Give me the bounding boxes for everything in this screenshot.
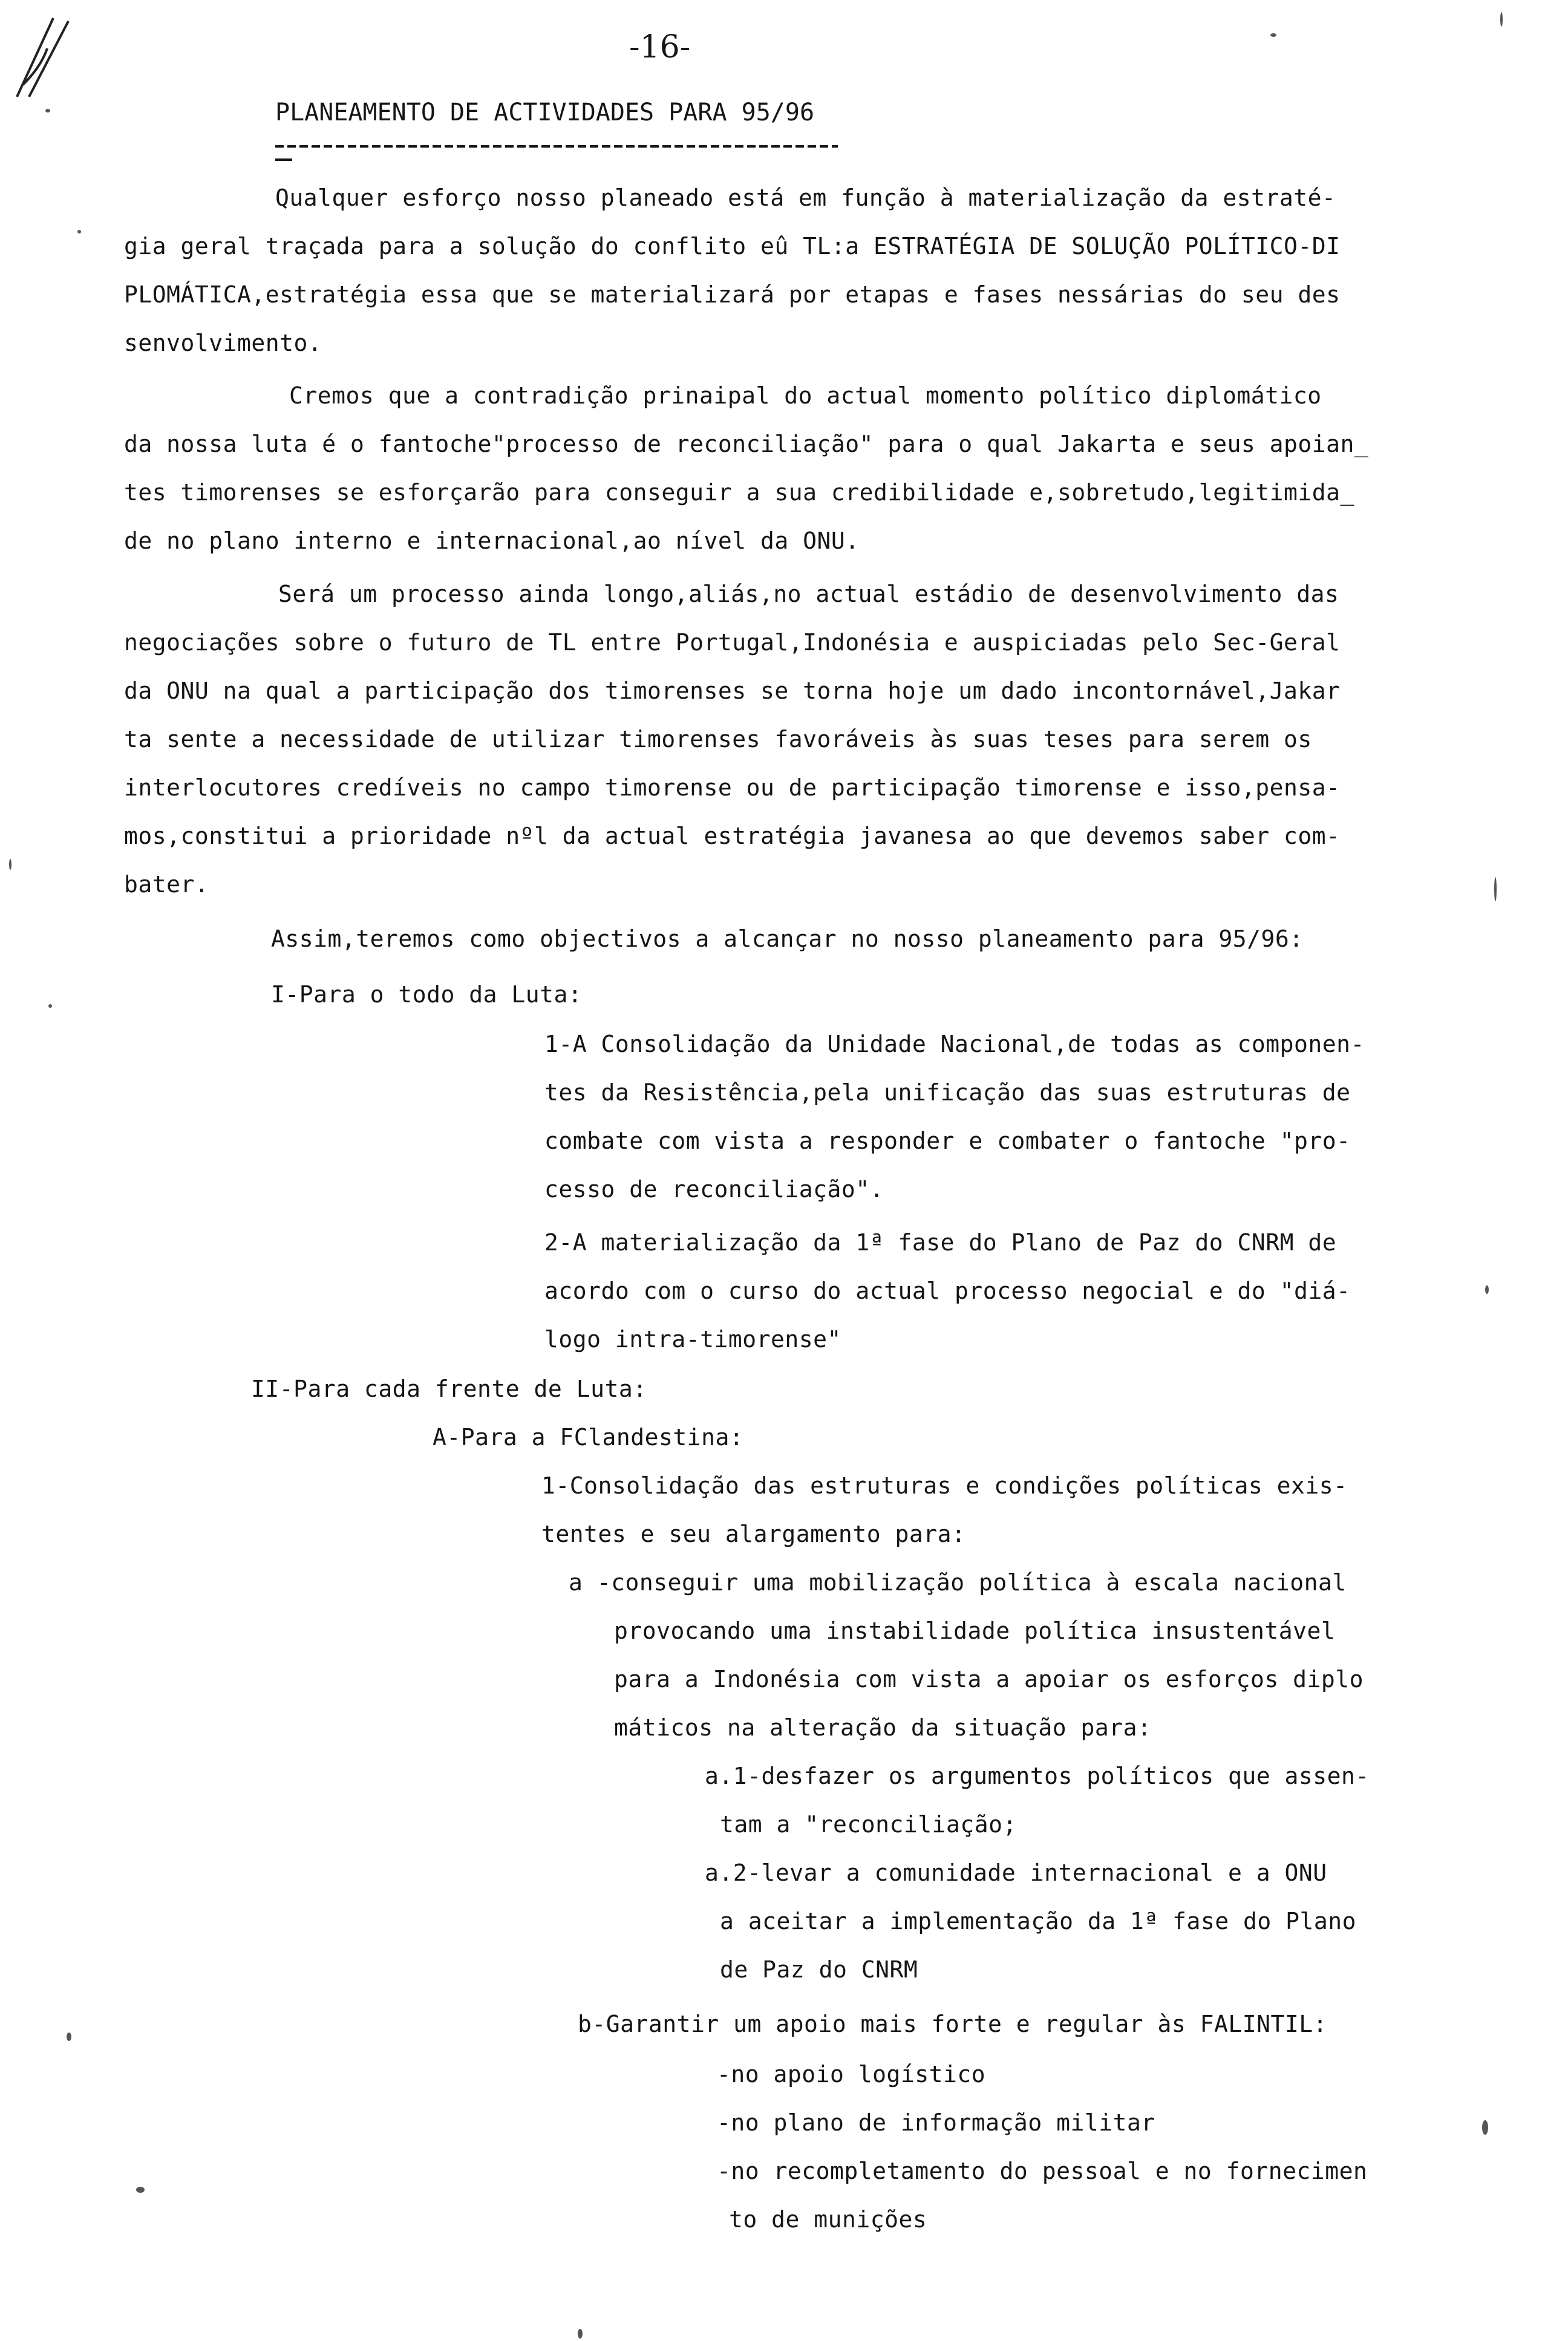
scan-speck [48, 1004, 52, 1008]
section-1-heading: I-Para o todo da Luta: [271, 981, 583, 1008]
title-underline-mark [275, 158, 292, 161]
paragraph-1-line: gia geral traçada para a solução do conflito eû TL:a ESTRATÉGIA DE SOLUÇÃO POLÍTICO-DI [124, 233, 1341, 260]
scan-speck [1485, 1285, 1489, 1294]
scan-speck [1482, 2120, 1488, 2135]
scan-speck [67, 2032, 71, 2041]
paragraph-1-line: PLOMÁTICA,estratégia essa que se materializará por etapas e fases nessárias do seu des [124, 281, 1341, 308]
subsection-a1-line: 1-Consolidação das estruturas e condições políticas exis- [541, 1472, 1348, 1499]
page-number: -16- [629, 29, 691, 65]
item-a-line: para a Indonésia com vista a apoiar os esforços diplo [614, 1666, 1364, 1693]
item-a1-line: a.1-desfazer os argumentos políticos que assen- [705, 1763, 1370, 1789]
section-1-item-line: combate com vista a responder e combater o fantoche "pro- [544, 1128, 1351, 1154]
paragraph-2-line: da nossa luta é o fantoche"processo de reconciliação" para o qual Jakarta e seus apoian_ [124, 431, 1369, 457]
paragraph-1-line: Qualquer esforço nosso planeado está em função à materialização da estraté- [275, 184, 1336, 211]
paragraph-3-line: mos,constitui a prioridade nºl da actual estratégia javanesa ao que devemos saber com- [124, 823, 1341, 849]
scan-speck [578, 2329, 583, 2339]
subsection-a-heading: A-Para a FClandestina: [433, 1424, 744, 1451]
title-underline [275, 145, 838, 148]
paragraph-2-line: de no plano interno e internacional,ao nível da ONU. [124, 527, 860, 554]
item-b-list-line: -no apoio logístico [717, 2061, 986, 2088]
item-a2-line: de Paz do CNRM [720, 1956, 918, 1983]
objectives-intro: Assim,teremos como objectivos a alcançar no nosso planeamento para 95/96: [271, 926, 1304, 952]
paragraph-2-line: Cremos que a contradição prinaipal do actual momento político diplomático [289, 382, 1322, 409]
section-1-item-line: tes da Resistência,pela unificação das suas estruturas de [544, 1079, 1351, 1106]
item-a-line: a -conseguir uma mobilização política à escala nacional [569, 1569, 1347, 1596]
paragraph-3-line: ta sente a necessidade de utilizar timorenses favoráveis às suas teses para serem os [124, 726, 1312, 753]
paragraph-3-line: bater. [124, 871, 209, 898]
scan-speck [9, 859, 11, 870]
item-b-list-line: -no recompletamento do pessoal e no fornecimen [717, 2158, 1368, 2184]
section-1-item-line: 1-A Consolidação da Unidade Nacional,de todas as componen- [544, 1031, 1365, 1057]
paragraph-2-line: tes timorenses se esforçarão para conseguir a sua credibilidade e,sobretudo,legitimida_ [124, 479, 1354, 506]
section-1-item-line: logo intra-timorense" [544, 1326, 841, 1353]
item-b-line: b-Garantir um apoio mais forte e regular às FALINTIL: [578, 2011, 1328, 2037]
scan-speck [1270, 33, 1276, 37]
scan-speck [136, 2187, 145, 2193]
subsection-a1-line: tentes e seu alargamento para: [541, 1521, 966, 1547]
section-1-item-line: cesso de reconciliação". [544, 1176, 884, 1203]
item-a1-line: tam a "reconciliação; [720, 1811, 1017, 1838]
item-a2-line: a aceitar a implementação da 1ª fase do Plano [720, 1908, 1357, 1935]
item-b-list-line: to de munições [729, 2206, 927, 2233]
handwritten-mark [11, 12, 77, 103]
paragraph-3-line: da ONU na qual a participação dos timorenses se torna hoje um dado incontornável,Jakar [124, 677, 1341, 704]
paragraph-3-line: interlocutores credíveis no campo timorense ou de participação timorense e isso,pensa- [124, 774, 1341, 801]
section-2-heading: II-Para cada frente de Luta: [251, 1376, 647, 1402]
paragraph-3-line: Será um processo ainda longo,aliás,no actual estádio de desenvolvimento das [278, 581, 1339, 607]
scan-speck [45, 109, 50, 113]
document-title: PLANEAMENTO DE ACTIVIDADES PARA 95/96 [275, 99, 815, 126]
item-a2-line: a.2-levar a comunidade internacional e a ONU [705, 1859, 1327, 1886]
paragraph-3-line: negociações sobre o futuro de TL entre Portugal,Indonésia e auspiciadas pelo Sec-Geral [124, 629, 1341, 656]
section-1-item-line: 2-A materialização da 1ª fase do Plano de Paz do CNRM de [544, 1229, 1337, 1256]
scan-speck [77, 230, 81, 233]
scan-speck [1500, 12, 1503, 27]
section-1-item-line: acordo com o curso do actual processo negocial e do "diá- [544, 1278, 1351, 1304]
paragraph-1-line: senvolvimento. [124, 330, 322, 356]
item-b-list-line: -no plano de informação militar [717, 2109, 1155, 2136]
item-a-line: provocando uma instabilidade política insustentável [614, 1618, 1336, 1644]
scan-speck [1494, 877, 1497, 901]
item-a-line: máticos na alteração da situação para: [614, 1714, 1152, 1741]
